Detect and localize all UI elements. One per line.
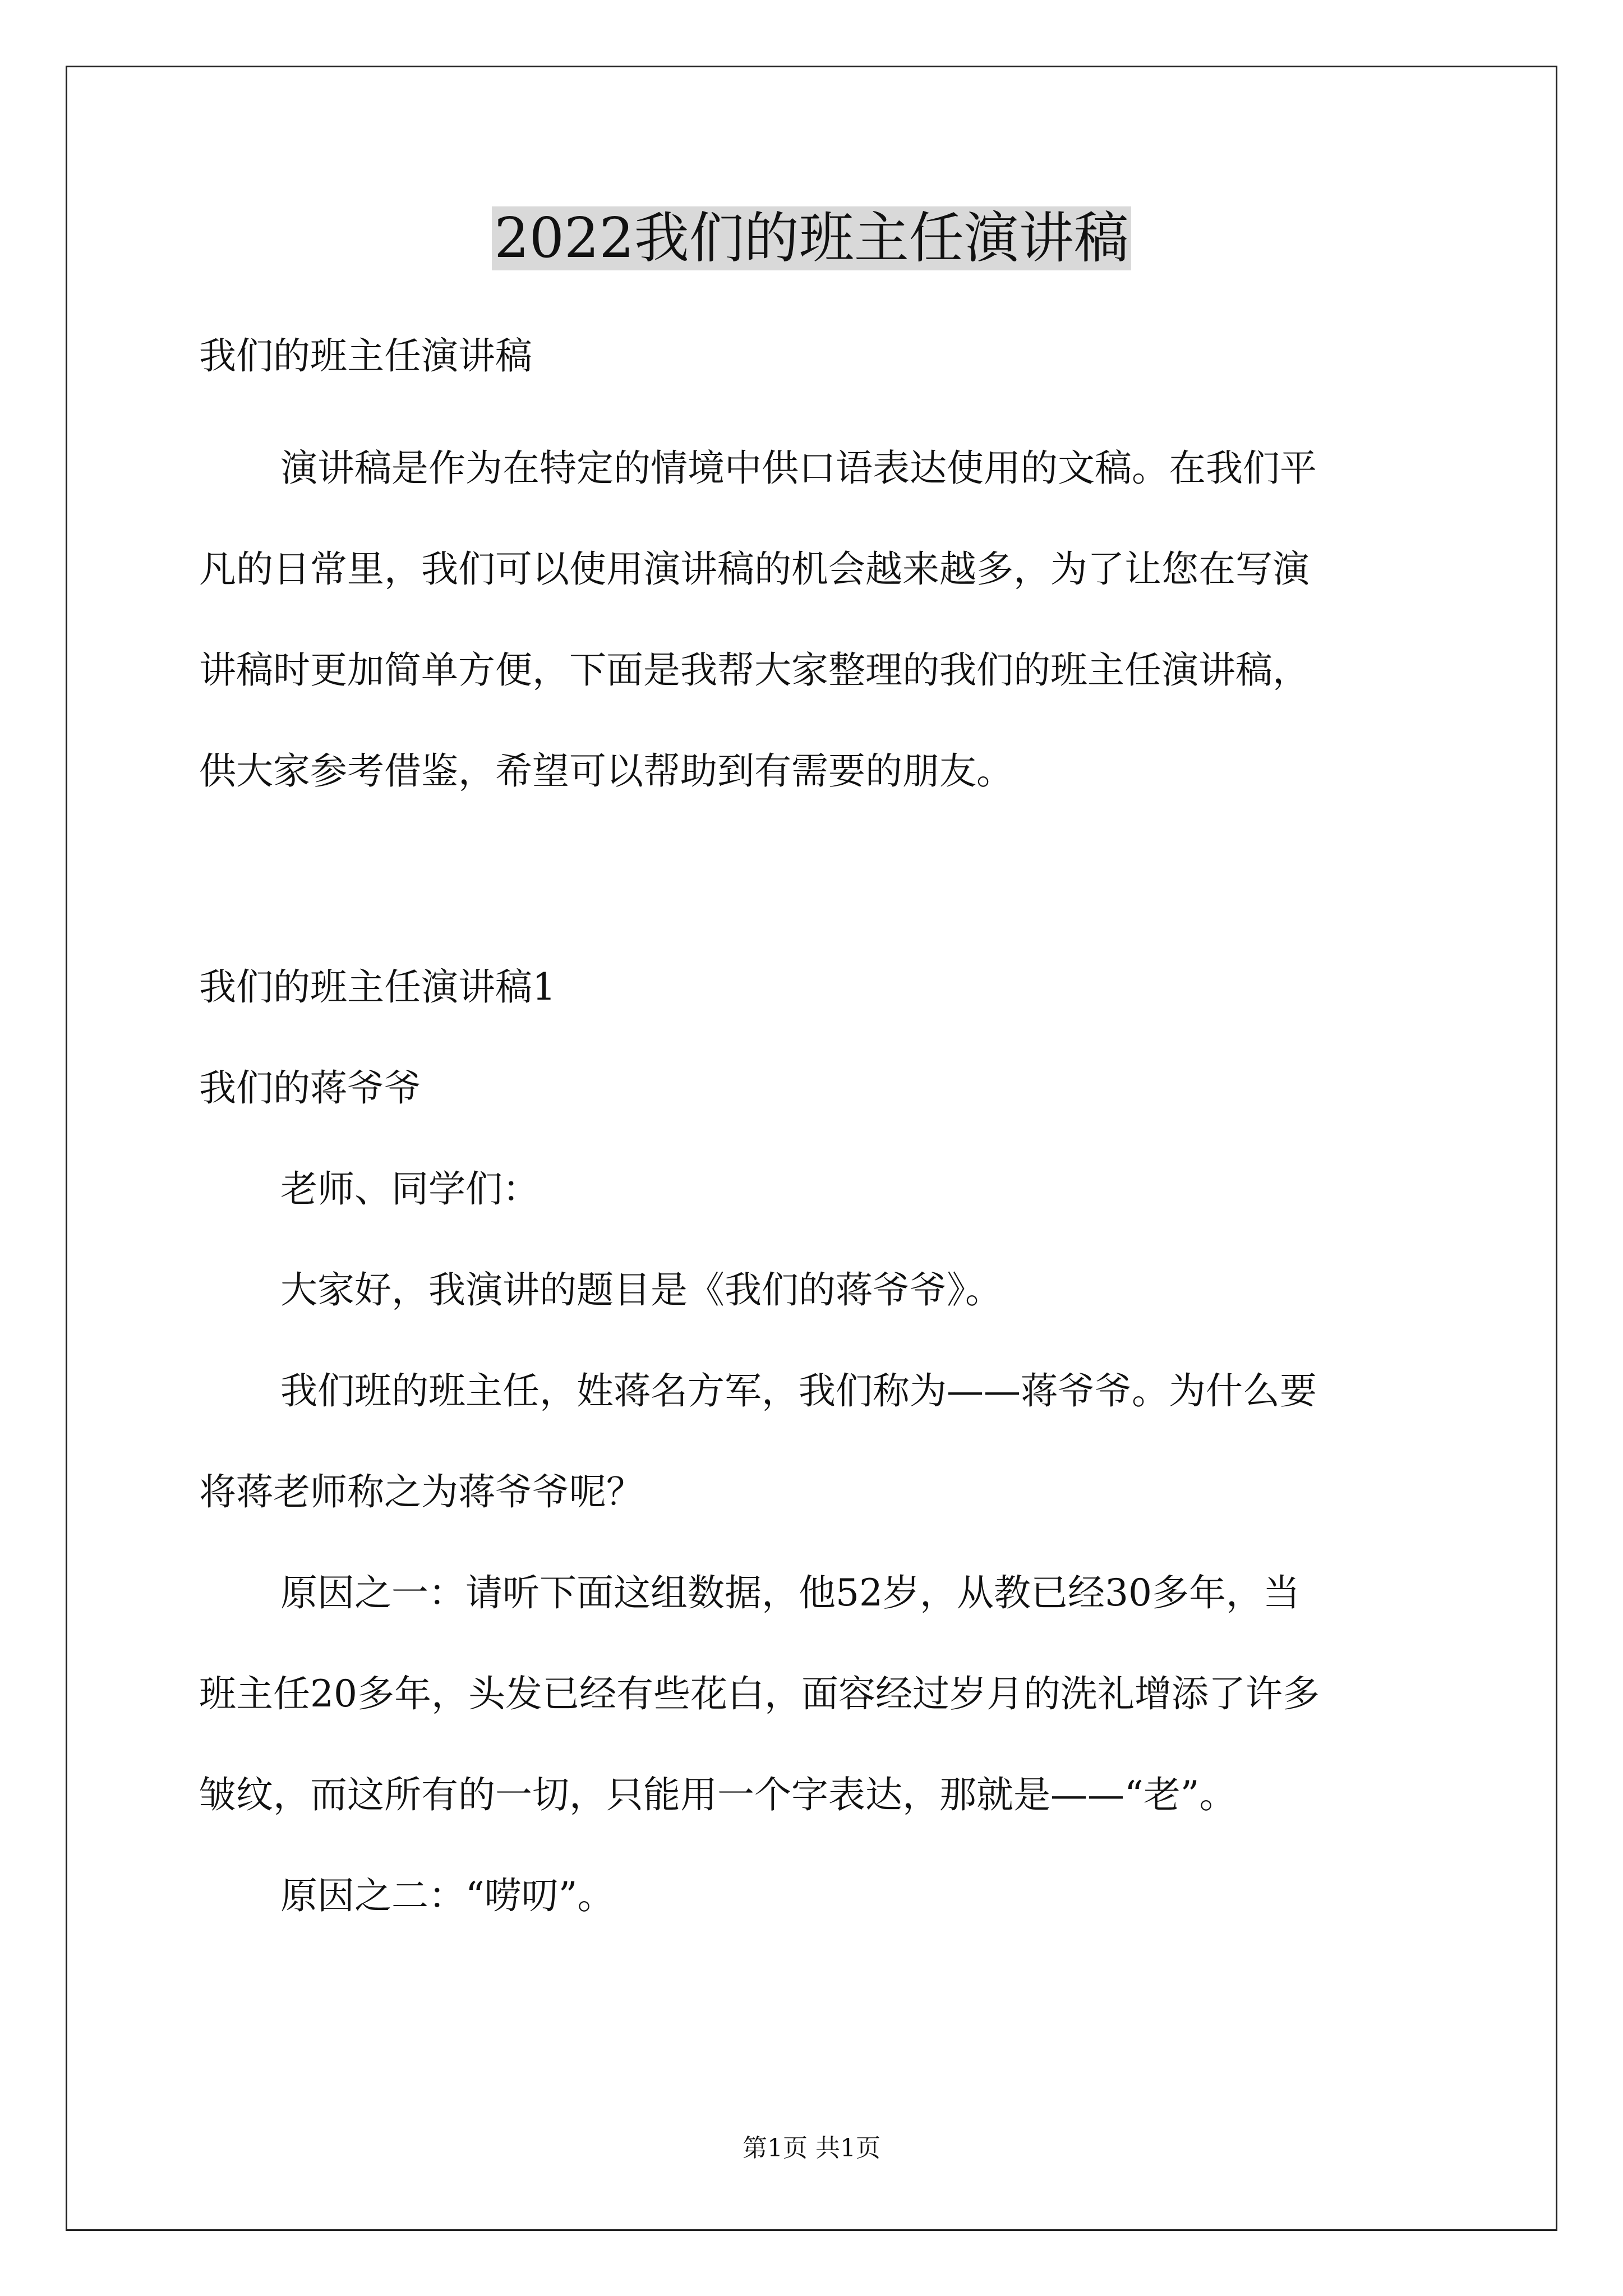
paragraph-line: 讲稿时更加简单方便，下面是我帮大家整理的我们的班主任演讲稿，	[199, 648, 1310, 692]
salutation: 老师、同学们：	[280, 1167, 540, 1211]
paragraph-line: 原因之一：请听下面这组数据，他52岁，从教已经30多年，当	[280, 1571, 1300, 1614]
paragraph-line: 我们班的班主任，姓蒋名方军，我们称为——蒋爷爷。为什么要	[280, 1369, 1317, 1412]
subtitle: 我们的班主任演讲稿	[199, 334, 532, 378]
document-title-text: 2022我们的班主任演讲稿	[492, 206, 1131, 270]
paragraph-line: 原因之二：“唠叨”。	[280, 1874, 615, 1917]
paragraph-line: 班主任20多年，头发已经有些花白，面容经过岁月的洗礼增添了许多	[199, 1672, 1320, 1715]
paragraph-line: 大家好，我演讲的题目是《我们的蒋爷爷》。	[280, 1268, 1002, 1312]
paragraph-line: 皱纹，而这所有的一切，只能用一个字表达，那就是——“老”。	[199, 1773, 1237, 1816]
paragraph-line: 将蒋老师称之为蒋爷爷呢？	[199, 1470, 643, 1513]
paragraph-line: 供大家参考借鉴，希望可以帮助到有需要的朋友。	[199, 749, 1013, 793]
speech-title: 我们的蒋爷爷	[199, 1066, 421, 1110]
paragraph-line: 演讲稿是作为在特定的情境中供口语表达使用的文稿。在我们平	[280, 447, 1317, 490]
section-heading: 我们的班主任演讲稿1	[199, 965, 556, 1009]
page-footer: 第1页 共1页	[743, 2134, 880, 2162]
document-title	[0, 199, 1623, 278]
paragraph-line: 凡的日常里，我们可以使用演讲稿的机会越来越多，为了让您在写演	[199, 547, 1310, 591]
